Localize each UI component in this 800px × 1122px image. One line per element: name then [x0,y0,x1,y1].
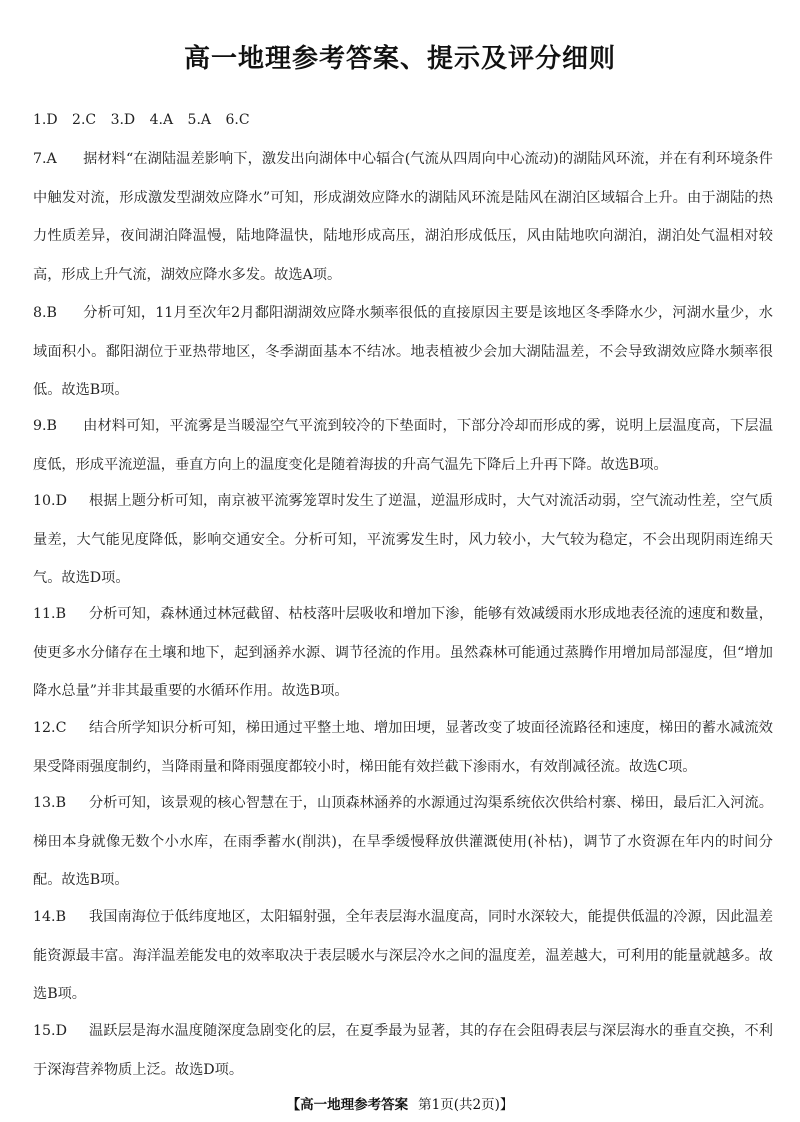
item-explanation: 温跃层是海水温度随深度急剧变化的层，在夏季最为显著，其的存在会阻碍表层与深层海水的垂直交换，不利于深海营养物质上泛。故选D项。 [33,1023,773,1078]
answer-5: 5.A [187,112,212,128]
item-number: 8.B [33,305,57,321]
item-explanation: 由材料可知，平流雾是当暖湿空气平流到较冷的下垫面时，下部分冷却而形成的雾，说明上层温度高，下层温度低，形成平流逆温，垂直方向上的温度变化是随着海拔的升高气温先下降后上升再下降。故选B项。 [33,418,773,473]
item-number: 14.B [33,909,66,925]
item-number: 11.B [33,606,66,622]
answer-2: 2.C [72,112,97,128]
page-title: 高一地理参考答案、提示及评分细则 [183,44,616,74]
multiple-choice-answers [33,112,260,128]
answer-1: 1.D [33,112,58,128]
page-footer [0,1093,800,1113]
answer-item-15 [33,1012,773,1089]
answer-3: 3.D [110,112,136,128]
answer-item-12 [33,709,773,786]
item-explanation: 分析可知，11月至次年2月鄱阳湖湖效应降水频率很低的直接原因主要是该地区冬季降水少，河湖水量少，水域面积小。鄱阳湖位于亚热带地区，冬季湖面基本不结冰。地表植被少会加大湖陆温差，不会导致湖效应降水频率很低。故选B项。 [33,305,773,398]
item-explanation: 分析可知，该景观的核心智慧在于，山顶森林涵养的水源通过沟渠系统依次供给村寨、梯田，最后汇入河流。梯田本身就像无数个小水库，在雨季蓄水(削洪)，在旱季缓慢释放供灌溉使用(补枯)，调节了水资源在年内的时间分配。故选B项。 [33,795,773,888]
answer-item-8 [33,294,773,410]
item-explanation: 我国南海位于低纬度地区，太阳辐射强，全年表层海水温度高，同时水深较大，能提供低温的冷源，因此温差能资源最丰富。海洋温差能发电的效率取决于表层暖水与深层冷水之间的温度差，温差越大，可利用的能量就越多。故选B项。 [33,909,773,1002]
item-explanation: 结合所学知识分析可知，梯田通过平整土地、增加田埂，显著改变了坡面径流路径和速度，梯田的蓄水减流效果受降雨强度制约，当降雨量和降雨强度都较小时，梯田能有效拦截下渗雨水，有效削减径流。故选C项。 [33,720,773,775]
item-number: 10.D [33,493,67,509]
answer-item-7 [33,140,773,294]
answer-6: 6.C [225,112,250,128]
footer-label: 【高一地理参考答案 [286,1097,409,1113]
footer-page-number: 第1页(共2页)】 [418,1097,514,1113]
item-number: 12.C [33,720,67,736]
answer-item-14 [33,898,773,1014]
item-explanation: 分析可知，森林通过林冠截留、枯枝落叶层吸收和增加下渗，能够有效减缓雨水形成地表径流的速度和数量，使更多水分储存在土壤和地下，起到涵养水源、调节径流的作用。虽然森林可能通过蒸腾作用增加局部湿度，但“增加降水总量”并非其最重要的水循环作用。故选B项。 [33,606,773,699]
answer-4: 4.A [149,112,174,128]
item-number: 15.D [33,1023,67,1039]
item-number: 13.B [33,795,66,811]
item-number: 9.B [33,418,57,434]
item-explanation: 据材料“在湖陆温差影响下，激发出向湖体中心辐合(气流从四周向中心流动)的湖陆风环流，并在有利环境条件中触发对流，形成激发型湖效应降水”可知，形成湖效应降水的湖陆风环流是陆风在湖泊区域辐合上升。由于湖陆的热力性质差异，夜间湖泊降温慢，陆地降温快，陆地形成高压，湖泊形成低压，风由陆地吹向湖泊，湖泊处气温相对较高，形成上升气流，湖效应降水多发。故选A项。 [33,151,773,283]
answer-item-13 [33,784,773,900]
item-number: 7.A [33,151,57,167]
item-explanation: 根据上题分析可知，南京被平流雾笼罩时发生了逆温，逆温形成时，大气对流活动弱，空气流动性差，空气质量差，大气能见度降低，影响交通安全。分析可知，平流雾发生时，风力较小，大气较为稳定，不会出现阴雨连绵天气。故选D项。 [33,493,773,586]
answer-item-10 [33,482,773,598]
answer-item-11 [33,595,773,711]
answer-item-9 [33,407,773,484]
